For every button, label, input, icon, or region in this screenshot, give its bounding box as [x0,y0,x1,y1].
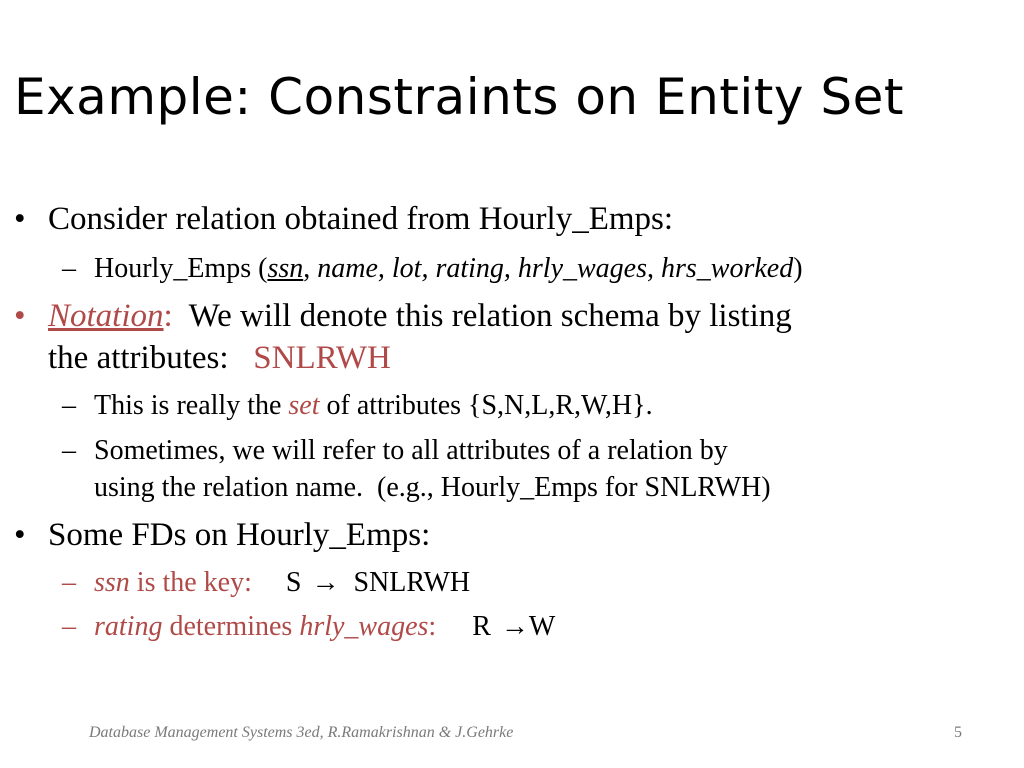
fd-lhs: R [472,611,491,642]
page-number: 5 [954,724,962,741]
slide-title: Example: Constraints on Entity Set [14,68,904,126]
comma: , [303,253,311,284]
notation-text: We will denote this relation schema by listing [172,298,792,334]
fd-rhs: W [528,611,556,642]
bullet-marker: • [14,201,26,237]
fd-rating-term: rating [94,611,163,642]
sub-bullet-marker: – [62,567,76,598]
set-text-before: This is really the [94,390,289,421]
fd-rating-wages [94,611,555,643]
fd-ssn-term: ssn [94,567,130,598]
sub-bullet-relation-name-line2: using the relation name. (e.g., Hourly_Emps for SNLRWH) [94,472,771,503]
fd-arrow: → [311,567,340,598]
set-emphasis: set [288,390,320,421]
fd-rhs: SNLRWH [353,567,471,598]
schema-attributes: name, lot, rating, hrly_wages [310,253,647,284]
sub-bullet-relation-name-line1: Sometimes, we will refer to all attributes of a relation by [94,435,728,466]
comma: , [647,253,654,284]
bullet-notation [48,297,792,335]
notation-text-line2: the attributes: [48,340,254,376]
fd-rating-colon: : [428,611,437,642]
bullet-marker: • [14,517,26,553]
sub-bullet-marker: – [62,611,76,642]
notation-colon: : [163,298,173,334]
sub-bullet-set-of-attributes [94,390,653,422]
fd-hrly-wages-term: hrly_wages [299,611,429,642]
notation-label: Notation [48,298,164,334]
schema-suffix: ) [793,253,803,284]
schema-last-attribute: hrs_worked [654,253,794,284]
bullet-marker: • [14,298,26,334]
fd-lhs: S [285,567,302,598]
set-text-after: of attributes {S,N,L,R,W,H}. [319,390,653,421]
footer-citation: Database Management Systems 3ed, R.Ramakrishnan & J.Gehrke [89,724,514,741]
schema-abbreviation: SNLRWH [253,340,391,376]
sub-bullet-hourly-emps-schema [94,253,803,285]
bullet-some-fds: Some FDs on Hourly_Emps: [48,517,431,553]
fd-ssn-text: is the key: [129,567,252,598]
sub-bullet-marker: – [62,435,76,466]
sub-bullet-marker: – [62,253,76,284]
bullet-notation-line2 [48,339,391,377]
sub-bullet-marker: – [62,390,76,421]
key-attribute-ssn: ssn [267,253,304,284]
fd-rating-text: determines [162,611,300,642]
bullet-consider-relation: Consider relation obtained from Hourly_Emps: [48,201,674,237]
schema-prefix: Hourly_Emps ( [94,253,268,284]
fd-ssn-key [94,567,470,599]
fd-arrow: → [500,611,529,642]
